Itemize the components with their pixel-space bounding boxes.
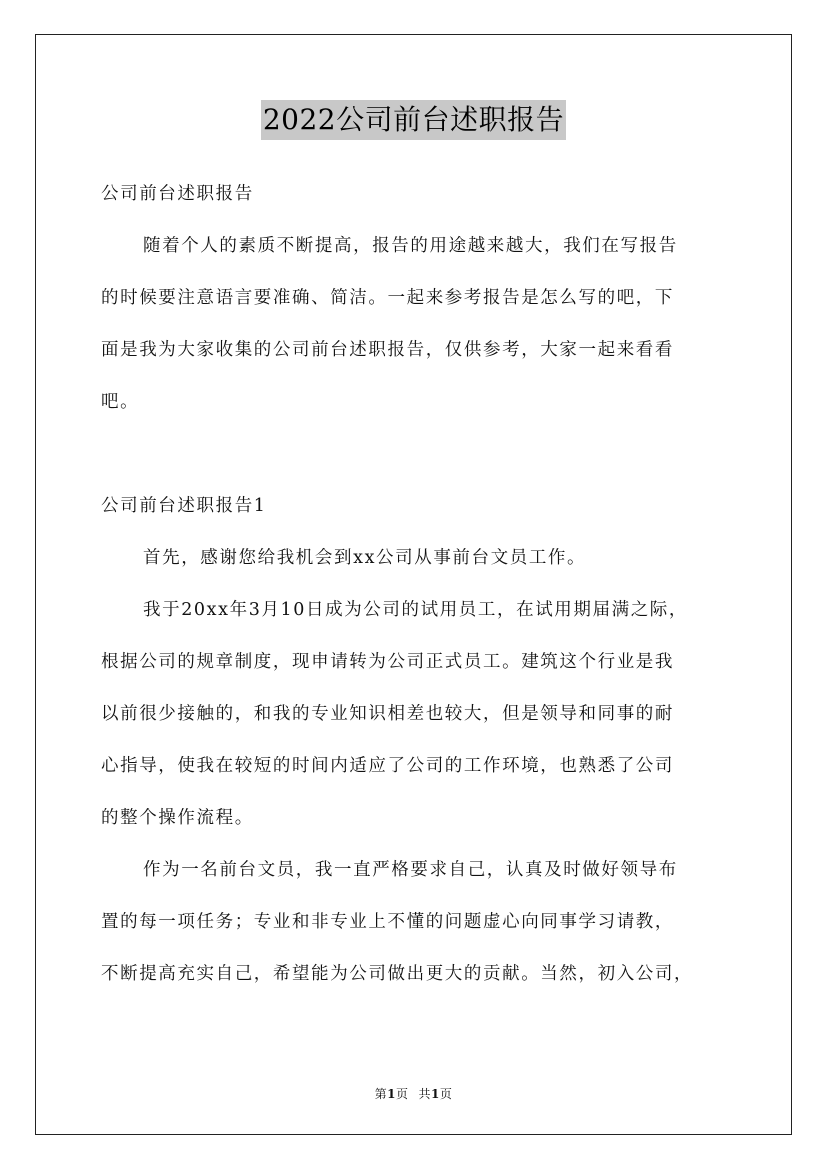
text-line: 首先，感谢您给我机会到xx公司从事前台文员工作。 xyxy=(143,548,587,568)
text-line: 的整个操作流程。 xyxy=(101,808,254,828)
text-line: 的时候要注意语言要准确、简洁。一起来参考报告是怎么写的吧，下 xyxy=(101,288,674,308)
page-number: 1 xyxy=(387,1087,396,1101)
text-line: 根据公司的规章制度，现申请转为公司正式员工。建筑这个行业是我 xyxy=(101,652,674,672)
text-line: 作为一名前台文员，我一直严格要求自己，认真及时做好领导布 xyxy=(143,860,678,880)
text-line: 公司前台述职报告1 xyxy=(101,496,267,516)
text-line: 面是我为大家收集的公司前台述职报告，仅供参考，大家一起来看看 xyxy=(101,340,674,360)
total-suffix: 页 xyxy=(439,1087,453,1101)
text-line: 随着个人的素质不断提高，报告的用途越来越大，我们在写报告 xyxy=(143,236,678,256)
page-prefix: 第 xyxy=(374,1087,388,1101)
text-line: 我于20xx年3月10日成为公司的试用员工，在试用期届满之际， xyxy=(143,600,689,620)
page-suffix: 页 xyxy=(395,1087,409,1101)
page-footer xyxy=(0,1085,827,1102)
text-line: 以前很少接触的，和我的专业知识相差也较大，但是领导和同事的耐 xyxy=(101,704,674,724)
text-line: 心指导，使我在较短的时间内适应了公司的工作环境，也熟悉了公司 xyxy=(101,756,674,776)
document-body xyxy=(101,172,731,1004)
text-line: 置的每一项任务；专业和非专业上不懂的问题虚心向同事学习请教， xyxy=(101,912,674,932)
text-line: 吧。 xyxy=(101,392,140,412)
document-title: 2022公司前台述职报告 xyxy=(261,100,566,140)
total-prefix: 共 xyxy=(418,1087,432,1101)
total-number: 1 xyxy=(431,1087,440,1101)
title-container xyxy=(0,100,827,140)
text-line: 不断提高充实自己，希望能为公司做出更大的贡献。当然，初入公司， xyxy=(101,964,694,984)
text-line: 公司前台述职报告 xyxy=(101,184,254,204)
blank-line xyxy=(101,432,731,484)
